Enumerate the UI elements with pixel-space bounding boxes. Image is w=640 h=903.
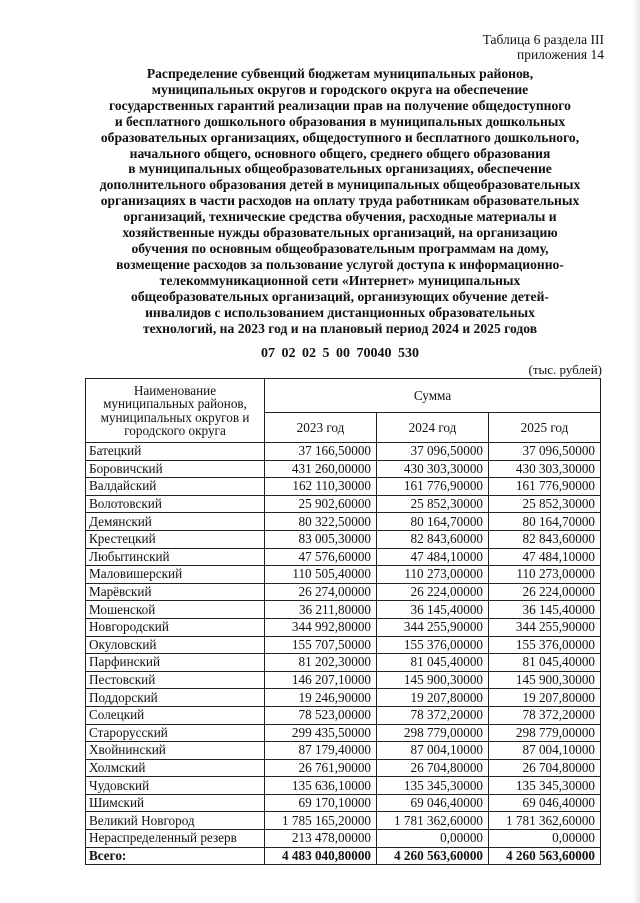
year-header-2024: 2024 год [377,413,489,443]
table-reference [483,32,604,62]
title-line: начального общего, основного общего, среднего общего образования [129,145,551,161]
table-row [86,583,601,601]
table-row [86,654,601,672]
district-name-cell: Холмский [86,759,265,777]
amount-cell-2024: 161 776,90000 [377,478,489,496]
amount-cell-2025: 80 164,70000 [489,513,601,531]
sum-column-header: Сумма [265,379,601,413]
district-name-cell: Поддорский [86,689,265,707]
amount-cell-2025: 1 781 362,60000 [489,812,601,830]
total-label-cell: Всего: [86,847,265,865]
amount-cell-2024: 0,00000 [377,830,489,848]
title-line: инвалидов с использованием дистанционных образовательных [145,304,535,320]
table-row [86,548,601,566]
total-amount-cell: 4 260 563,60000 [377,847,489,865]
amount-cell-2025: 47 484,10000 [489,548,601,566]
amount-cell-2023: 344 992,80000 [265,618,377,636]
amount-cell-2024: 87 004,10000 [377,742,489,760]
amount-cell-2024: 82 843,60000 [377,530,489,548]
amount-cell-2025: 298 779,00000 [489,724,601,742]
amount-cell-2025: 145 900,30000 [489,671,601,689]
amount-cell-2025: 155 376,00000 [489,636,601,654]
amount-cell-2023: 78 523,00000 [265,706,377,724]
district-name-cell: Любытинский [86,548,265,566]
ref-line-1: Таблица 6 раздела III [482,32,604,47]
district-name-cell: Демянский [86,513,265,531]
amount-cell-2024: 1 781 362,60000 [377,812,489,830]
total-row [86,847,601,865]
table-row [86,794,601,812]
amount-cell-2024: 37 096,50000 [377,443,489,461]
amount-cell-2023: 83 005,30000 [265,530,377,548]
title-line: образовательных организациях, общедоступного и бесплатного дошкольного, [100,129,580,145]
amount-cell-2024: 110 273,00000 [377,566,489,584]
table-row [86,513,601,531]
table-row [86,530,601,548]
amount-cell-2023: 146 207,10000 [265,671,377,689]
amount-cell-2024: 19 207,80000 [377,689,489,707]
title-line: и бесплатного дошкольного образования в муниципальных дошкольных [114,113,566,129]
amount-cell-2023: 155 707,50000 [265,636,377,654]
amount-cell-2025: 161 776,90000 [489,478,601,496]
district-name-cell: Марёвский [86,583,265,601]
district-name-cell: Солецкий [86,706,265,724]
table-row [86,618,601,636]
table-row [86,478,601,496]
amount-cell-2025: 25 852,30000 [489,495,601,513]
district-name-cell: Новгородский [86,618,265,636]
district-name-cell: Мошенской [86,601,265,619]
table-row [86,566,601,584]
ref-line-2: приложения 14 [516,47,604,62]
amount-cell-2024: 36 145,40000 [377,601,489,619]
title-line: организациях в части расходов на оплату труда работникам образовательных [100,193,580,209]
amount-cell-2024: 81 045,40000 [377,654,489,672]
amount-cell-2024: 145 900,30000 [377,671,489,689]
amount-cell-2023: 37 166,50000 [265,443,377,461]
table-row [86,812,601,830]
amount-cell-2023: 47 576,60000 [265,548,377,566]
amount-cell-2025: 430 303,30000 [489,460,601,478]
name-column-header: Наименование муниципальных районов, муниципальных округов и городского округа [86,379,265,443]
table-row [86,671,601,689]
year-header-2025: 2025 год [489,413,601,443]
amount-cell-2023: 213 478,00000 [265,830,377,848]
amount-cell-2024: 155 376,00000 [377,636,489,654]
district-name-cell: Старорусский [86,724,265,742]
district-name-cell: Пестовский [86,671,265,689]
title-line: Распределение субвенций бюджетам муниципальных районов, [146,66,534,81]
district-name-cell: Хвойнинский [86,742,265,760]
district-name-cell: Волотовский [86,495,265,513]
table-body [86,443,601,865]
title-line: общеобразовательных организаций, организующих обучение детей- [131,288,549,304]
table-row [86,706,601,724]
amount-cell-2025: 37 096,50000 [489,443,601,461]
district-name-cell: Чудовский [86,777,265,795]
scan-edge [632,0,640,903]
amount-cell-2025: 19 207,80000 [489,689,601,707]
table-row [86,636,601,654]
table-row [86,830,601,848]
amount-cell-2024: 69 046,40000 [377,794,489,812]
amount-cell-2023: 162 110,30000 [265,478,377,496]
amount-cell-2025: 81 045,40000 [489,654,601,672]
title-line: хозяйственные нужды образовательных организаций, на организацию [122,225,558,241]
title-line: организаций, технические средства обучения, расходные материалы и [123,209,557,225]
amount-cell-2025: 110 273,00000 [489,566,601,584]
title-line: в муниципальных общеобразовательных организациях, обеспечение [128,161,552,177]
title-line: муниципальных округов и городского округа на обеспечение [151,81,529,97]
total-amount-cell: 4 260 563,60000 [489,847,601,865]
amount-cell-2025: 26 704,80000 [489,759,601,777]
document-title [60,66,620,336]
title-line: телекоммуникационной сети «Интернет» муниципальных [159,272,521,288]
amount-cell-2025: 26 224,00000 [489,583,601,601]
amount-cell-2025: 78 372,20000 [489,706,601,724]
subvention-table [85,378,601,865]
unit-label: (тыс. рублей) [528,362,602,377]
amount-cell-2025: 36 145,40000 [489,601,601,619]
district-name-cell: Валдайский [86,478,265,496]
amount-cell-2025: 87 004,10000 [489,742,601,760]
amount-cell-2024: 430 303,30000 [377,460,489,478]
table-row [86,724,601,742]
total-amount-cell: 4 483 040,80000 [265,847,377,865]
district-name-cell: Батецкий [86,443,265,461]
title-line: государственных гарантий реализации прав на получение общедоступного [109,97,571,113]
amount-cell-2023: 87 179,40000 [265,742,377,760]
table-row [86,495,601,513]
title-line: обучения по основным общеобразовательным программам на дому, [131,240,549,256]
district-name-cell: Шимский [86,794,265,812]
district-name-cell: Парфинский [86,654,265,672]
budget-code: 07 02 02 5 00 70040 530 [261,346,419,361]
district-name-cell: Боровичский [86,460,265,478]
amount-cell-2025: 0,00000 [489,830,601,848]
amount-cell-2024: 25 852,30000 [377,495,489,513]
amount-cell-2023: 26 274,00000 [265,583,377,601]
amount-cell-2025: 135 345,30000 [489,777,601,795]
amount-cell-2025: 344 255,90000 [489,618,601,636]
district-name-cell: Крестецкий [86,530,265,548]
amount-cell-2024: 47 484,10000 [377,548,489,566]
amount-cell-2023: 19 246,90000 [265,689,377,707]
amount-cell-2023: 26 761,90000 [265,759,377,777]
amount-cell-2025: 69 046,40000 [489,794,601,812]
amount-cell-2023: 69 170,10000 [265,794,377,812]
amount-cell-2023: 1 785 165,20000 [265,812,377,830]
amount-cell-2024: 344 255,90000 [377,618,489,636]
amount-cell-2023: 431 260,00000 [265,460,377,478]
amount-cell-2025: 82 843,60000 [489,530,601,548]
table-row [86,601,601,619]
amount-cell-2023: 135 636,10000 [265,777,377,795]
table-row [86,759,601,777]
amount-cell-2023: 110 505,40000 [265,566,377,584]
title-line: возмещение расходов за пользование услугой доступа к информационно- [116,256,564,272]
district-name-cell: Окуловский [86,636,265,654]
district-name-cell: Маловишерский [86,566,265,584]
table-row [86,460,601,478]
year-header-2023: 2023 год [265,413,377,443]
amount-cell-2024: 26 704,80000 [377,759,489,777]
amount-cell-2024: 78 372,20000 [377,706,489,724]
amount-cell-2024: 135 345,30000 [377,777,489,795]
table-row [86,742,601,760]
amount-cell-2023: 81 202,30000 [265,654,377,672]
amount-cell-2023: 36 211,80000 [265,601,377,619]
amount-cell-2023: 80 322,50000 [265,513,377,531]
amount-cell-2023: 25 902,60000 [265,495,377,513]
title-line: дополнительного образования детей в муниципальных общеобразовательных [99,177,581,193]
amount-cell-2024: 80 164,70000 [377,513,489,531]
table-row [86,777,601,795]
district-name-cell: Великий Новгород [86,812,265,830]
district-name-cell: Нераспределенный резерв [86,830,265,848]
table-row [86,689,601,707]
amount-cell-2024: 26 224,00000 [377,583,489,601]
table-row [86,443,601,461]
amount-cell-2024: 298 779,00000 [377,724,489,742]
title-line: технологий, на 2023 год и на плановый период 2024 и 2025 годов [142,320,538,336]
amount-cell-2023: 299 435,50000 [265,724,377,742]
